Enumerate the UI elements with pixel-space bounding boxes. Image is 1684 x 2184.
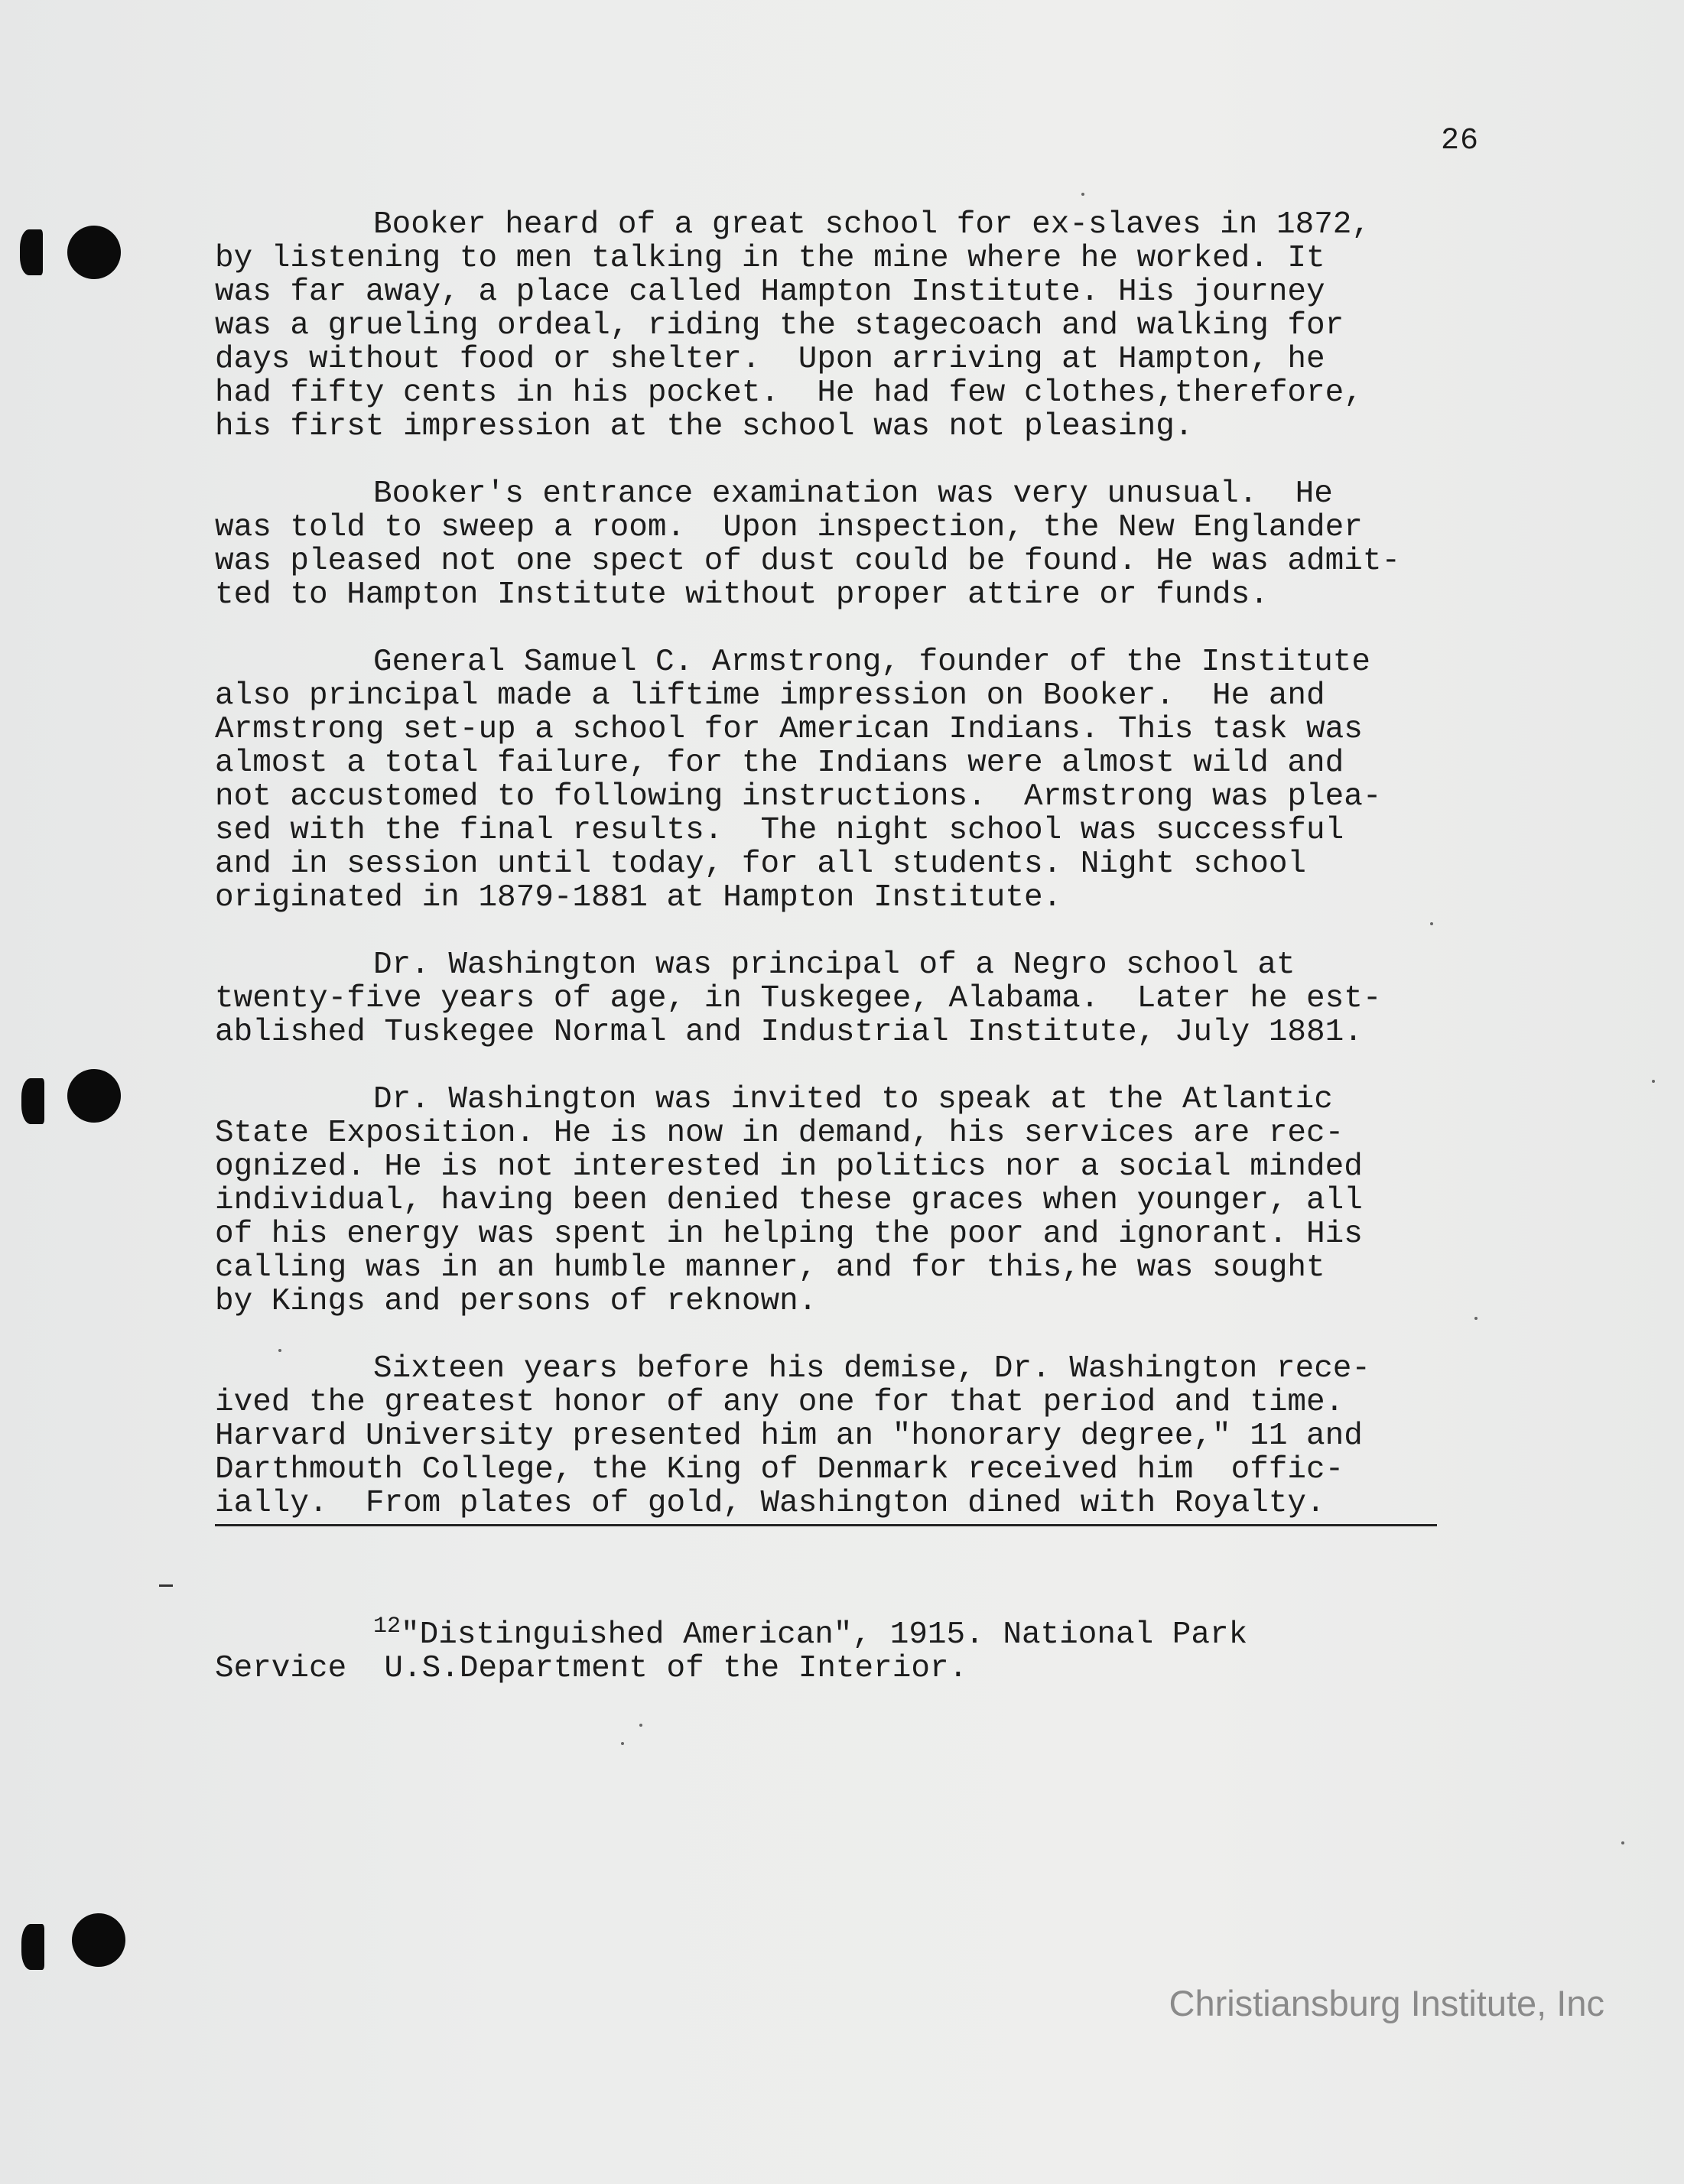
punch-hole-notch-top	[20, 229, 43, 275]
punch-hole-notch-bottom	[21, 1924, 44, 1970]
text-line: Dr. Washington was principal of a Negro school at	[373, 947, 1296, 983]
text-line: was a grueling ordeal, riding the stagecoach and walking for	[215, 308, 1344, 343]
punch-hole-notch-middle	[21, 1078, 44, 1124]
text-line: calling was in an humble manner, and for this,he was sought	[215, 1250, 1325, 1285]
paragraph-2	[215, 477, 1515, 612]
text-line: was pleased not one spect of dust could be found. He was admit-	[215, 544, 1401, 579]
footnote	[215, 1614, 1515, 1686]
text-line: of his energy was spent in helping the poor and ignorant. His	[215, 1217, 1363, 1252]
watermark: Christiansburg Institute, Inc	[1169, 1983, 1604, 2023]
text-line: and in session until today, for all students. Night school	[215, 847, 1307, 882]
text-line: originated in 1879-1881 at Hampton Institute.	[215, 880, 1062, 915]
footnote-text-1: "Distinguished American", 1915. National Park	[401, 1617, 1248, 1653]
text-line: had fifty cents in his pocket. He had few clothes,therefore,	[215, 375, 1363, 411]
text-line: Dr. Washington was invited to speak at the Atlantic	[373, 1082, 1333, 1117]
paper-speck	[1652, 1080, 1655, 1083]
text-line: ablished Tuskegee Normal and Industrial Institute, July 1881.	[215, 1015, 1363, 1050]
paper-speck	[639, 1724, 642, 1727]
text-line: was told to sweep a room. Upon inspection, the New Englander	[215, 510, 1363, 545]
paragraph-4	[215, 948, 1515, 1049]
underline-rule	[215, 1524, 1437, 1526]
text-line: Harvard University presented him an "honorary degree," 11 and	[215, 1419, 1363, 1454]
paper-speck	[1081, 193, 1084, 196]
paper-speck	[621, 1742, 624, 1745]
footnote-line-2: Service U.S.Department of the Interior.	[215, 1651, 968, 1686]
punch-hole-bottom	[72, 1913, 125, 1967]
paragraph-5	[215, 1083, 1515, 1318]
text-line: ognized. He is not interested in politics nor a social minded	[215, 1149, 1363, 1185]
text-line: almost a total failure, for the Indians were almost wild and	[215, 746, 1344, 781]
text-line: State Exposition. He is now in demand, his services are rec-	[215, 1116, 1344, 1151]
document-body	[215, 208, 1515, 1554]
paragraph-1	[215, 208, 1515, 444]
text-line: ted to Hampton Institute without proper attire or funds.	[215, 577, 1269, 613]
text-line: individual, having been denied these graces when younger, all	[215, 1183, 1363, 1218]
margin-dash	[159, 1584, 173, 1587]
text-line: also principal made a liftime impression on Booker. He and	[215, 678, 1325, 713]
paper-speck	[1621, 1841, 1624, 1844]
text-line: by listening to men talking in the mine where he worked. It	[215, 241, 1325, 276]
punch-hole-middle	[67, 1069, 121, 1123]
text-line: General Samuel C. Armstrong, founder of the Institute	[373, 645, 1371, 680]
text-line: sed with the final results. The night school was successful	[215, 813, 1344, 848]
text-line: Sixteen years before his demise, Dr. Washington rece-	[373, 1351, 1371, 1386]
text-line: ived the greatest honor of any one for that period and time.	[215, 1385, 1344, 1420]
paragraph-6	[215, 1352, 1515, 1520]
text-line: was far away, a place called Hampton Institute. His journey	[215, 275, 1325, 310]
text-line: Armstrong set-up a school for American Indians. This task was	[215, 712, 1363, 747]
page-number: 26	[1441, 124, 1480, 158]
text-line: by Kings and persons of reknown.	[215, 1284, 818, 1319]
text-line: Booker heard of a great school for ex-slaves in 1872,	[373, 207, 1371, 242]
text-line: not accustomed to following instructions. Armstrong was plea-	[215, 779, 1382, 814]
text-line: days without food or shelter. Upon arriving at Hampton, he	[215, 342, 1325, 377]
text-line: Booker's entrance examination was very unusual. He	[373, 476, 1333, 512]
text-line: his first impression at the school was not pleasing.	[215, 409, 1194, 444]
paragraph-3	[215, 645, 1515, 915]
text-line: Darthmouth College, the King of Denmark received him offic-	[215, 1452, 1344, 1487]
footnote-marker: 12	[373, 1614, 401, 1640]
text-line: twenty-five years of age, in Tuskegee, Alabama. Later he est-	[215, 981, 1382, 1016]
text-line: ially. From plates of gold, Washington dined with Royalty.	[215, 1486, 1325, 1521]
punch-hole-top	[67, 226, 121, 279]
footnote-line-1	[215, 1614, 1515, 1653]
